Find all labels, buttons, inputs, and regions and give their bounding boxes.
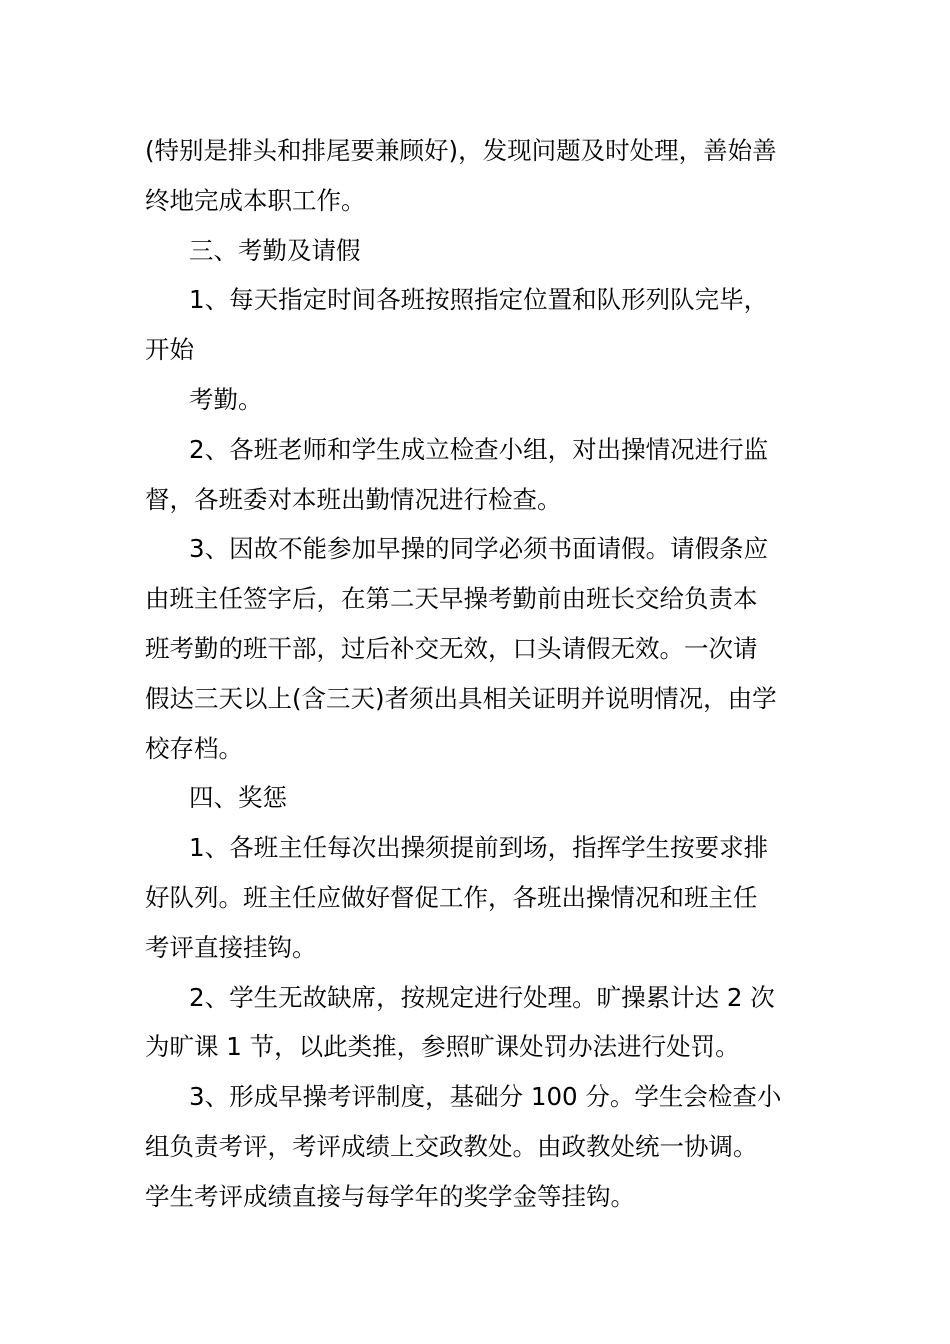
text-line: 3、形成早操考评制度，基础分 100 分。学生会检查小 — [189, 1082, 782, 1112]
text-line: 3、因故不能参加早操的同学必须书面请假。请假条应 — [189, 534, 769, 564]
text-line: 组负责考评，考评成绩上交政教处。由政教处统一协调。 — [145, 1131, 758, 1161]
text-line: 2、学生无故缺席，按规定进行处理。旷操累计达 2 次 — [189, 982, 775, 1012]
text-line: 考勤。 — [189, 384, 263, 414]
text-line: 好队列。班主任应做好督促工作，各班出操情况和班主任 — [145, 882, 758, 912]
text-line: 班考勤的班干部，过后补交无效，口头请假无效。一次请 — [145, 633, 758, 663]
text-line: 为旷课 1 节，以此类推，参照旷课处罚办法进行处罚。 — [145, 1032, 740, 1062]
text-line: 1、各班主任每次出操须提前到场，指挥学生按要求排 — [189, 833, 769, 863]
text-line: 2、各班老师和学生成立检查小组，对出操情况进行监 — [189, 434, 769, 464]
document-body — [145, 126, 807, 1222]
section-heading-attendance: 三、考勤及请假 — [189, 235, 361, 265]
text-line: 督，各班委对本班出勤情况进行检查。 — [145, 484, 562, 514]
text-line: 考评直接挂钩。 — [145, 932, 317, 962]
text-line: 校存档。 — [145, 733, 243, 763]
text-line: 假达三天以上(含三天)者须出具相关证明并说明情况，由学 — [145, 683, 777, 713]
text-line: 由班主任签字后，在第二天早操考勤前由班长交给负责本 — [145, 584, 758, 614]
text-line: 1、每天指定时间各班按照指定位置和队形列队完毕， — [189, 285, 769, 315]
text-line: 学生考评成绩直接与每学年的奖学金等挂钩。 — [145, 1181, 635, 1211]
section-heading-rewards: 四、奖惩 — [189, 783, 287, 813]
text-line: 终地完成本职工作。 — [145, 185, 366, 215]
text-line: 开始 — [145, 335, 194, 365]
text-line: (特别是排头和排尾要兼顾好)，发现问题及时处理，善始善 — [145, 136, 777, 165]
